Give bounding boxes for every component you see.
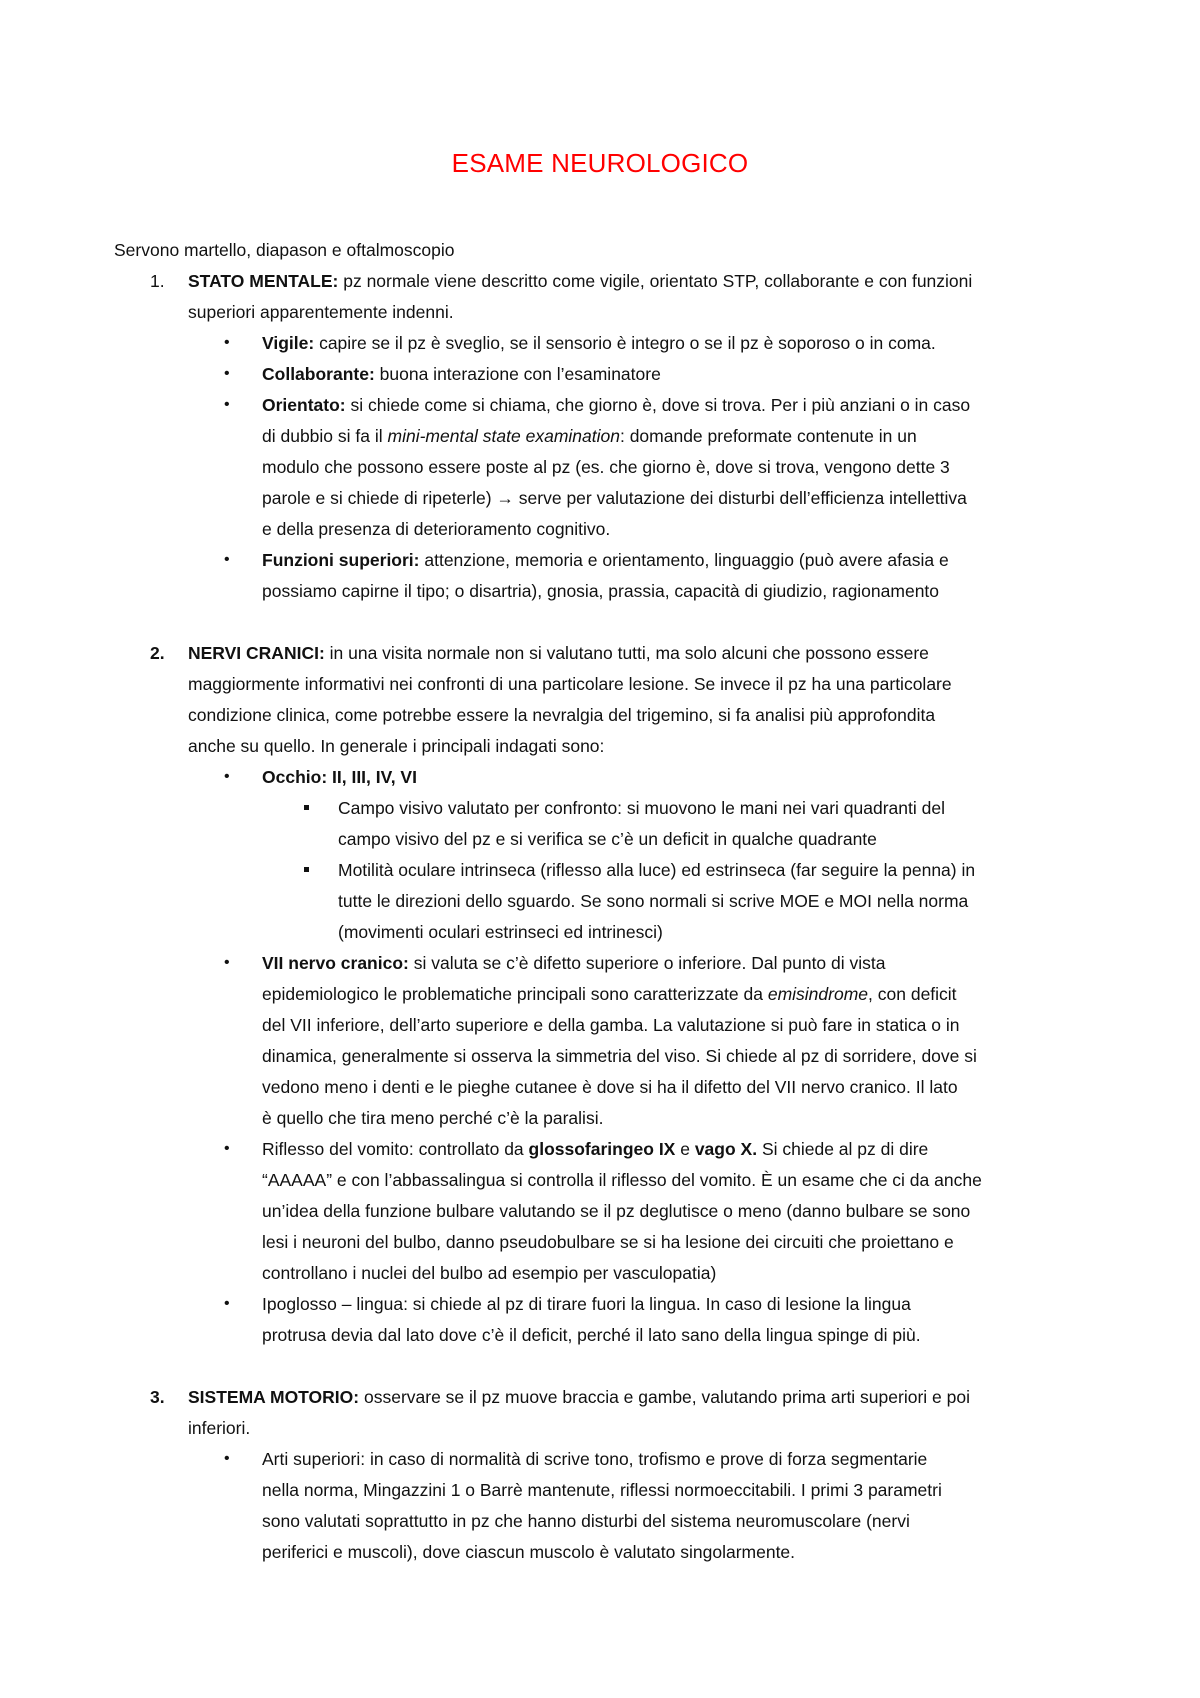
section-2-line-1 (188, 641, 929, 665)
square-bullet-icon (304, 805, 309, 810)
section-3-number: 3. (150, 1387, 165, 1407)
list-item-continuation: e della presenza di deterioramento cognitivo. (262, 519, 611, 539)
list-item-continuation (262, 982, 957, 1006)
list-item (262, 393, 970, 417)
section-1-heading: STATO MENTALE: (188, 271, 339, 291)
list-item-text: Si chiede al pz di dire (757, 1139, 929, 1159)
list-item-heading: Vigile: (262, 333, 315, 353)
section-1-number: 1. (150, 271, 165, 291)
list-item-heading: VII nervo cranico: (262, 953, 409, 973)
page-title: ESAME NEUROLOGICO (451, 148, 749, 178)
sub-list-item: Campo visivo valutato per confronto: si muovono le mani nei vari quadranti del (338, 798, 945, 818)
list-item-continuation: è quello che tira meno perché c’è la paralisi. (262, 1108, 604, 1128)
list-item-bold: glossofaringeo IX (528, 1139, 676, 1159)
section-1-line-1 (188, 269, 972, 293)
list-item-bold: vago X. (694, 1139, 758, 1159)
section-3-text: osservare se il pz muove braccia e gambe, valutando prima arti superiori e poi (359, 1387, 970, 1407)
sub-list-item-continuation: tutte le direzioni dello sguardo. Se sono normali si scrive MOE e MOI nella norma (338, 891, 969, 911)
list-item-text: attenzione, memoria e orientamento, linguaggio (può avere afasia e (419, 550, 949, 570)
list-item-continuation: controllano i nuclei del bulbo ad esempio per vasculopatia) (262, 1263, 717, 1283)
list-item-text: Riflesso del vomito: controllato da (262, 1139, 529, 1159)
list-item-text: buona interazione con l’esaminatore (374, 364, 661, 384)
list-item-continuation: periferici e muscoli), dove ciascun muscolo è valutato singolarmente. (262, 1542, 796, 1562)
section-1-line-2: superiori apparentemente indenni. (188, 302, 454, 322)
list-item-text: capire se il pz è sveglio, se il sensorio è integro o se il pz è soporoso o in coma. (314, 333, 936, 353)
sub-list-item-continuation: (movimenti oculari estrinseci ed intrinesci) (338, 922, 663, 942)
bullet-icon: • (224, 954, 230, 971)
list-item-heading: Funzioni superiori: (262, 550, 420, 570)
list-item-continuation: protrusa devia dal lato dove c’è il deficit, perché il lato sano della lingua spinge di più. (262, 1325, 921, 1345)
sub-list-item: Motilità oculare intrinseca (riflesso alla luce) ed estrinseca (far seguire la penna) in (338, 860, 976, 880)
list-item-text: di dubbio si fa il (262, 426, 388, 446)
list-item-continuation: vedono meno i denti e le pieghe cutanee è dove si ha il difetto del VII nervo cranico. Il lato (262, 1077, 958, 1097)
list-item-continuation: nella norma, Mingazzini 1 o Barrè mantenute, riflessi normoeccitabili. I primi 3 parametri (262, 1480, 942, 1500)
intro-text: Servono martello, diapason e oftalmoscopio (114, 240, 455, 260)
bullet-icon: • (224, 365, 230, 382)
section-2-line-2: maggiormente informativi nei confronti di una particolare lesione. Se invece il pz ha una particolare (188, 674, 952, 694)
list-item-continuation: del VII inferiore, dell’arto superiore e della gamba. La valutazione si può fare in statica o in (262, 1015, 960, 1035)
section-2-heading: NERVI CRANICI: (188, 643, 325, 663)
square-bullet-icon (304, 867, 309, 872)
list-item-italic: mini-mental state examination (387, 426, 620, 446)
list-item: Ipoglosso – lingua: si chiede al pz di tirare fuori la lingua. In caso di lesione la lingua (262, 1294, 911, 1314)
list-item-continuation: modulo che possono essere poste al pz (es. che giorno è, dove si trova, vengono dette 3 (262, 457, 950, 477)
list-item: Arti superiori: in caso di normalità di scrive tono, trofismo e prove di forza segmentarie (262, 1449, 928, 1469)
section-3-heading: SISTEMA MOTORIO: (188, 1387, 360, 1407)
section-2-number: 2. (150, 643, 165, 663)
list-item-italic: emisindrome (767, 984, 869, 1004)
list-item-text: si valuta se c’è difetto superiore o inferiore. Dal punto di vista (408, 953, 886, 973)
bullet-icon: • (224, 768, 230, 785)
list-item-continuation: sono valutati soprattutto in pz che hanno disturbi del sistema neuromuscolare (nervi (262, 1511, 910, 1531)
list-item (262, 765, 417, 789)
list-item (262, 362, 661, 386)
sub-list-item-continuation: campo visivo del pz e si verifica se c’è un deficit in qualche quadrante (338, 829, 877, 849)
section-2-line-3: condizione clinica, come potrebbe essere la nevralgia del trigemino, si fa analisi più approfondita (188, 705, 936, 725)
section-2-line-4: anche su quello. In generale i principali indagati sono: (188, 736, 605, 756)
list-item-heading: Orientato: (262, 395, 346, 415)
section-1-text: pz normale viene descritto come vigile, orientato STP, collaborante e con funzioni (338, 271, 973, 291)
bullet-icon: • (224, 1140, 230, 1157)
list-item-text: , con deficit (868, 984, 957, 1004)
list-item-heading: Collaborante: (262, 364, 375, 384)
list-item-text: epidemiologico le problematiche principali sono caratterizzate da (262, 984, 768, 1004)
list-item-continuation: possiamo capirne il tipo; o disartria), gnosia, prassia, capacità di giudizio, ragionamento (262, 581, 940, 601)
list-item-continuation: un’idea della funzione bulbare valutando se il pz deglutisce o meno (danno bulbare se sono (262, 1201, 971, 1221)
list-item-continuation (262, 424, 917, 448)
section-3-line-1 (188, 1385, 970, 1409)
list-item (262, 331, 936, 355)
list-item (262, 548, 949, 572)
list-item (262, 951, 886, 975)
list-item-text: : domande preformate contenute in un (619, 426, 917, 446)
list-item-text: e (675, 1139, 695, 1159)
list-item-heading: Occhio: II, III, IV, VI (262, 767, 417, 787)
list-item-continuation: parole e si chiede di ripeterle) → serve per valutazione dei disturbi dell’efficienza intellettiva (262, 488, 967, 508)
list-item-text: si chiede come si chiama, che giorno è, dove si trova. Per i più anziani o in caso (345, 395, 971, 415)
list-item-continuation: dinamica, generalmente si osserva la simmetria del viso. Si chiede al pz di sorridere, dove si (262, 1046, 977, 1066)
list-item (262, 1137, 928, 1161)
bullet-icon: • (224, 396, 230, 413)
list-item-continuation: “AAAAA” e con l’abbassalingua si controlla il riflesso del vomito. È un esame che ci da anche (262, 1170, 982, 1190)
bullet-icon: • (224, 551, 230, 568)
section-2-text: in una visita normale non si valutano tutti, ma solo alcuni che possono essere (324, 643, 929, 663)
bullet-icon: • (224, 334, 230, 351)
bullet-icon: • (224, 1295, 230, 1312)
section-3-line-2: inferiori. (188, 1418, 251, 1438)
bullet-icon: • (224, 1450, 230, 1467)
list-item-continuation: lesi i neuroni del bulbo, danno pseudobulbare se si ha lesione dei circuiti che proiettano e (262, 1232, 954, 1252)
